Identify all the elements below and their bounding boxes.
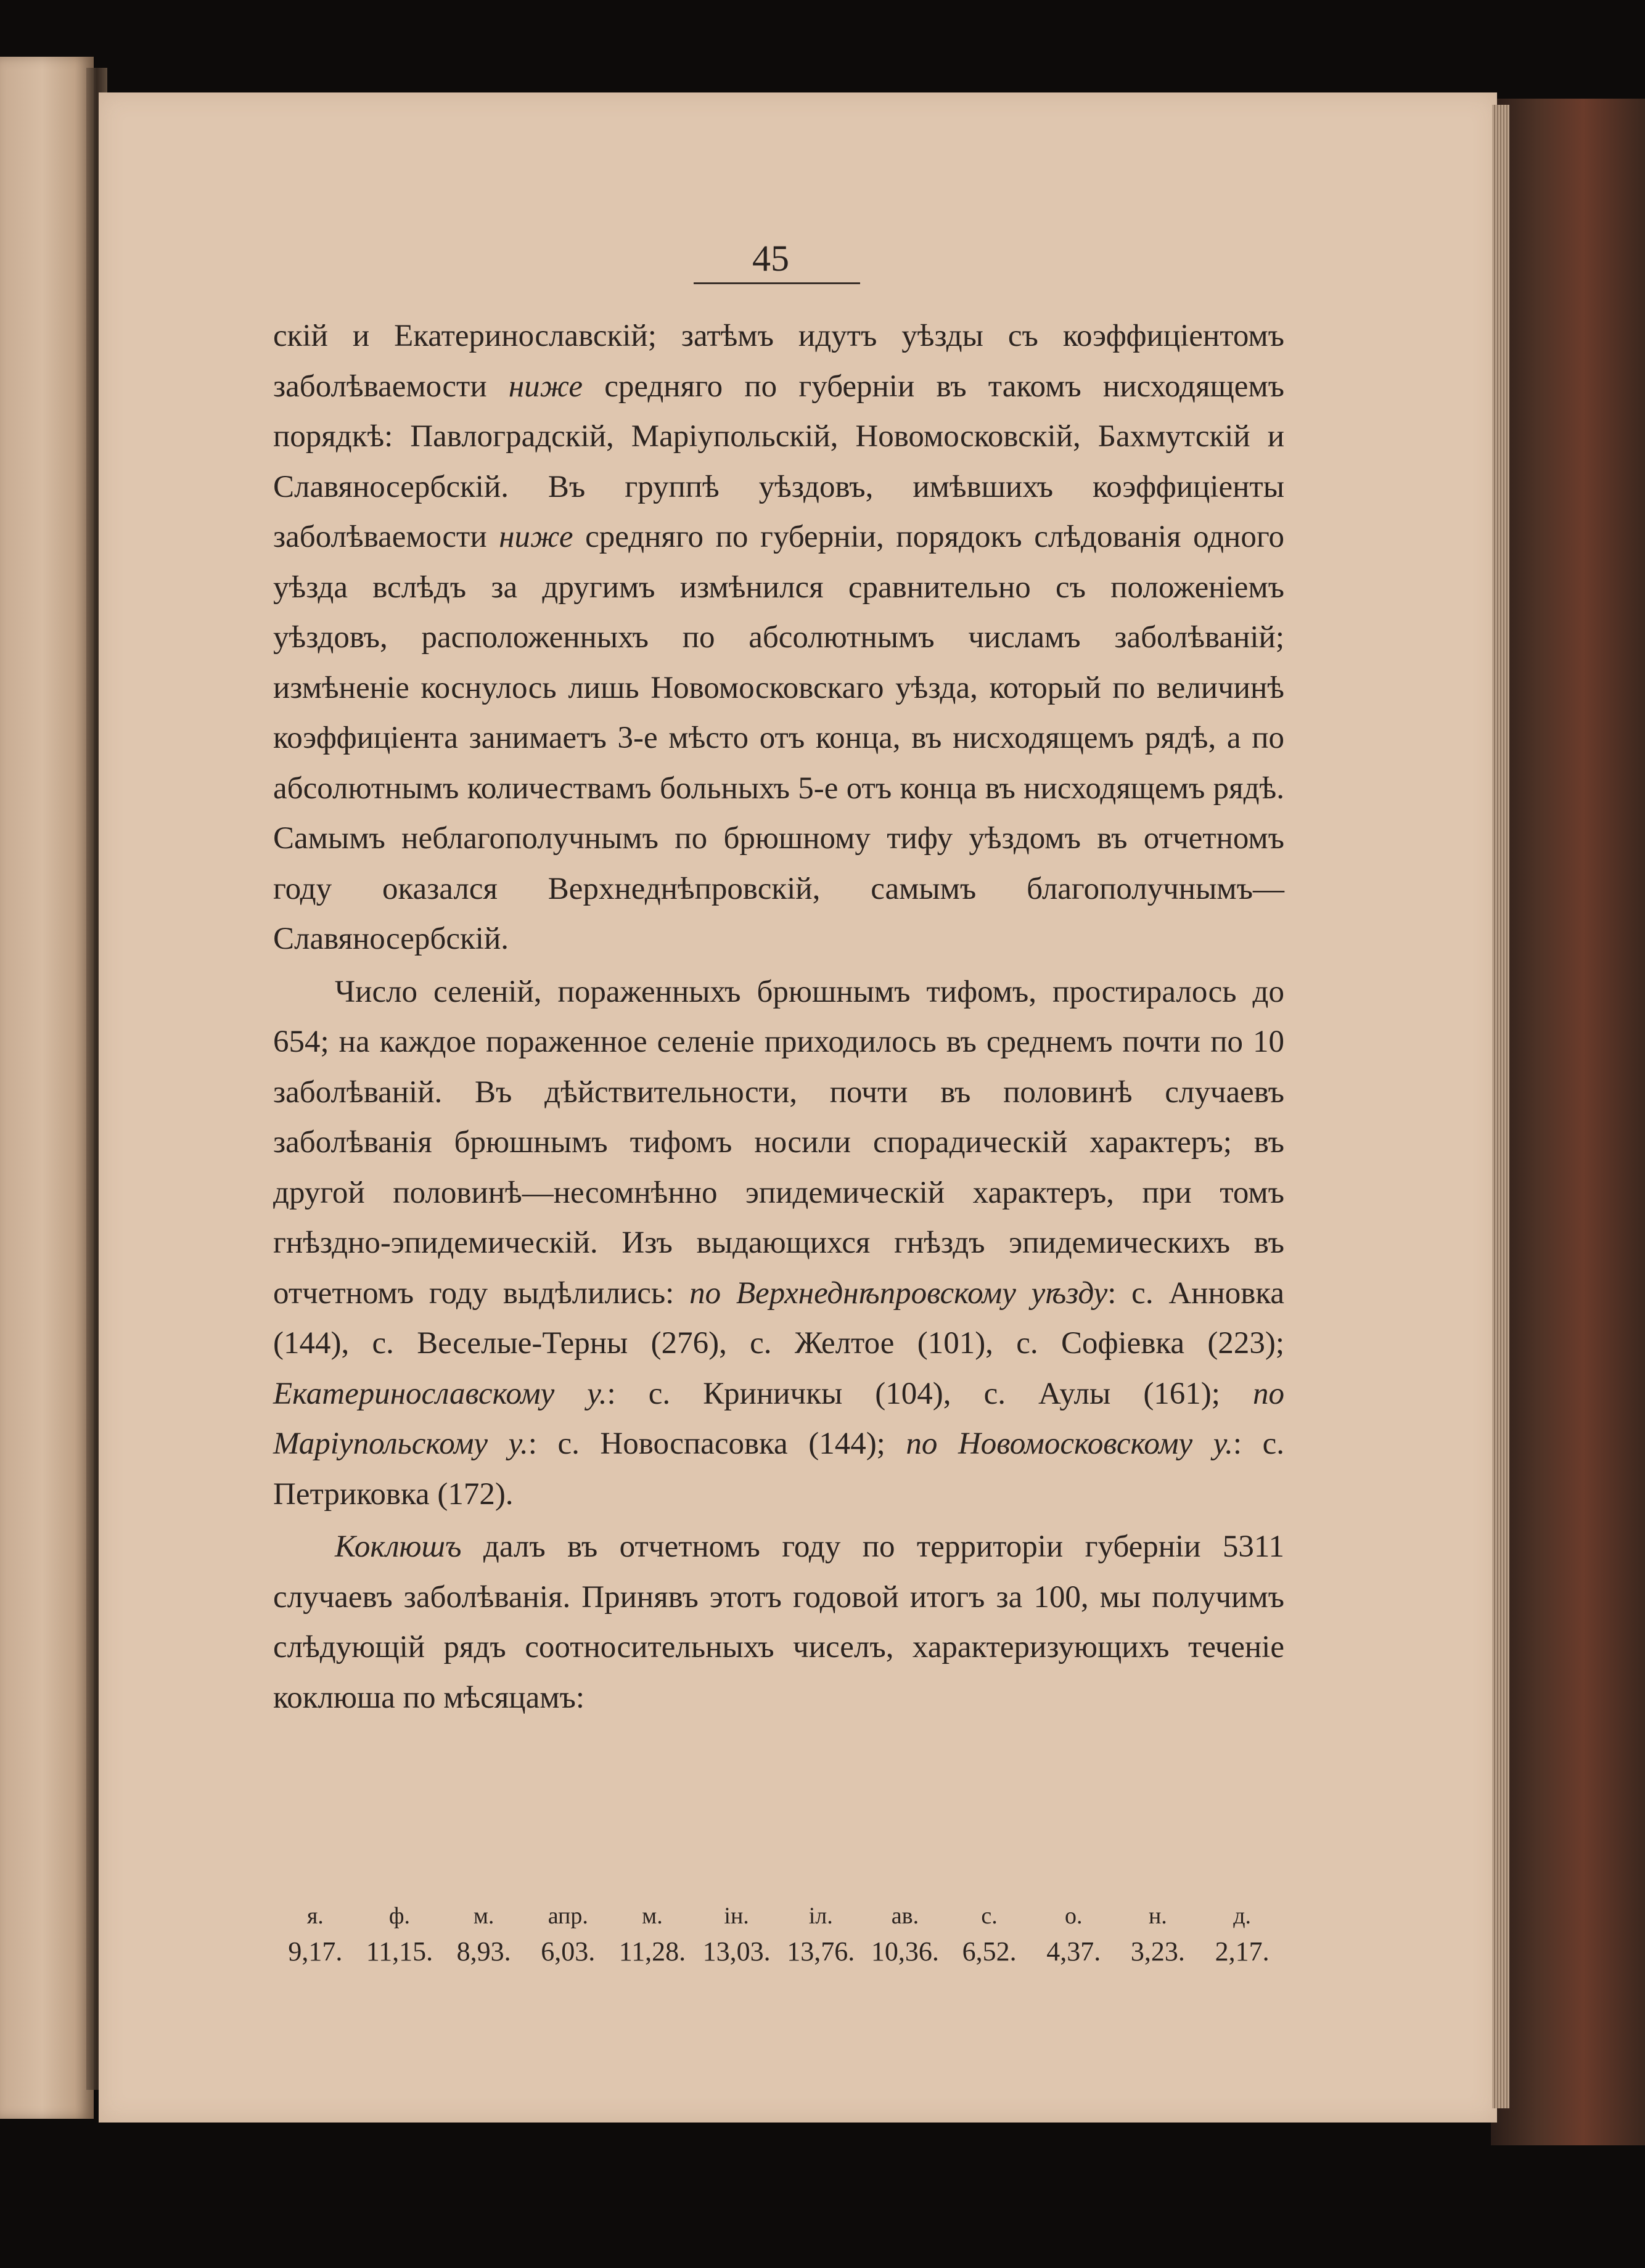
month-value: 3,23. [1130, 1936, 1185, 1967]
italic-segment: по Маріупольскому у. [273, 1376, 1285, 1461]
month-value: 11,15. [366, 1936, 433, 1967]
text-segment: : с. Криничкы (104), с. Аулы (161); [607, 1376, 1253, 1411]
month-value: 13,76. [787, 1936, 855, 1967]
text-segment: скій и Екатеринославскій; затѣмъ идутъ уѣзды съ коэффиціентомъ заболѣваемости [273, 319, 1284, 404]
month-label: м. [473, 1903, 494, 1929]
monthly-coefficients-table [273, 1894, 1284, 1973]
month-label: іл. [808, 1903, 833, 1929]
italic-segment: по Верхнеднѣпровскому уѣзду [689, 1275, 1108, 1311]
italic-segment: Коклюшъ [335, 1529, 462, 1564]
month-value: 6,03. [541, 1936, 596, 1967]
month-value: 4,37. [1046, 1936, 1101, 1967]
month-value: 8,93. [456, 1936, 511, 1967]
italic-segment: Екатеринославскому у. [273, 1376, 607, 1411]
text-segment: средняго по губерніи въ такомъ нисходящемъ порядкѣ: Павлоградскій, Маріупольскій, Новомосковскій, Бахмутскій и Славяносербскій. Въ группѣ уѣздовъ, имѣвшихъ коэффиціенты заболѣваемости [273, 369, 1284, 554]
page-number: 45 [752, 238, 789, 279]
page-stack-edge [1492, 105, 1509, 2108]
paragraph [273, 311, 1284, 965]
text-segment: : с. Новоспасовка (144); [528, 1427, 906, 1461]
paragraph [273, 1522, 1284, 1723]
month-value: 11,28. [618, 1936, 686, 1967]
text-segment: средняго по губерніи, порядокъ слѣдованія одного уѣзда вслѣдъ за другимъ измѣнился сравнительно съ положеніемъ уѣздовъ, расположенныхъ по абсолютнымъ числамъ заболѣваній; измѣненіе коснулось лишь Новомосковскаго уѣзда, который по величинѣ коэффиціента занимаетъ 3-е мѣсто отъ конца, въ нисходящемъ рядѣ, а по абсолютнымъ количествамъ больныхъ 5-е отъ конца въ нисходящемъ рядѣ. Самымъ неблагополучнымъ по брюшному тифу уѣздомъ въ отчетномъ году оказался Верхнеднѣпровскій, самымъ благополучнымъ—Славяносербскій. [273, 520, 1284, 956]
paragraph [273, 967, 1284, 1520]
month-label: ін. [724, 1903, 749, 1929]
text-segment: Число селеній, пораженныхъ брюшнымъ тифомъ, простиралось до 654; на каждое пораженное селеніе приходилось въ среднемъ почти по 10 заболѣваній. Въ дѣйствительности, почти въ половинѣ случаевъ заболѣванія брюшнымъ тифомъ носили спорадическій характеръ; въ другой половинѣ—несомнѣнно эпидемическій характеръ, при томъ гнѣздно-эпидемическій. Изъ выдающихся гнѣздъ эпидемическихъ въ отчетномъ году выдѣлились: [273, 974, 1284, 1311]
values-row [273, 1930, 1284, 1973]
month-label: д. [1233, 1903, 1252, 1929]
month-value: 2,17. [1215, 1936, 1270, 1967]
month-value: 13,03. [702, 1936, 771, 1967]
month-label: м. [642, 1903, 663, 1929]
month-label: ав. [891, 1903, 919, 1929]
italic-segment: ниже [508, 369, 583, 404]
month-label: н. [1148, 1903, 1167, 1929]
page-number-rule [694, 282, 860, 284]
month-value: 9,17. [288, 1936, 343, 1967]
month-value: 10,36. [871, 1936, 939, 1967]
month-label: о. [1064, 1903, 1083, 1929]
text-segment: : с. Анновка (144), с. Веселые-Терны (276), с. Желтое (101), с. Софіевка (223); [273, 1275, 1284, 1361]
text-segment: далъ въ отчетномъ году по территоріи губерніи 5311 случаевъ заболѣванія. Принявъ этотъ годовой итогъ за 100, мы получимъ слѣдующій рядъ соотносительныхъ чиселъ, характеризующихъ теченіе коклюша по мѣсяцамъ: [273, 1529, 1284, 1715]
book-cover-edge [1491, 99, 1645, 2145]
month-value: 6,52. [962, 1936, 1017, 1967]
month-label: ф. [388, 1903, 411, 1929]
month-label: я. [306, 1903, 324, 1929]
italic-segment: по Новомосковскому у. [906, 1427, 1233, 1461]
month-label: апр. [548, 1903, 588, 1929]
left-page-edge [0, 57, 94, 2119]
months-row [273, 1894, 1284, 1930]
italic-segment: ниже [499, 520, 573, 554]
body-text [273, 311, 1284, 1723]
text-segment: : с. Петриковка (172). [273, 1427, 1284, 1512]
month-label: с. [981, 1903, 998, 1929]
